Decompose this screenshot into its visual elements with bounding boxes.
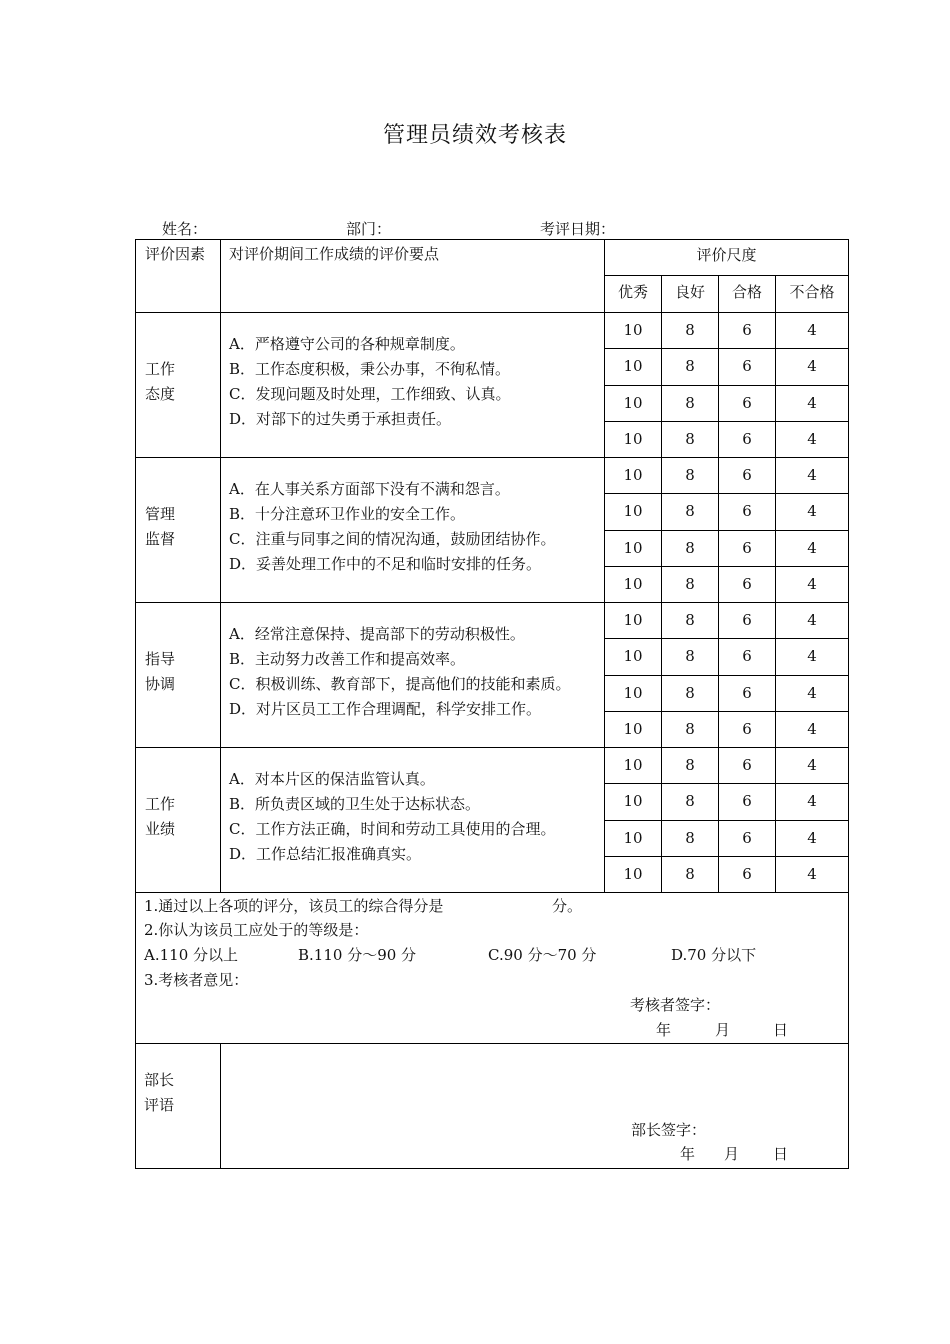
summary-score-line: 1.通过以上各项的评分，该员工的综合得分是 (144, 897, 444, 915)
section-criterion: B．工作态度积极，秉公办事，不徇私情。 (229, 359, 511, 378)
minister-label-line1: 部长 (144, 1071, 175, 1089)
score-cell: 10 (623, 683, 643, 702)
reviewer-date-month: 月 (715, 1021, 731, 1039)
score-cell: 6 (742, 611, 752, 629)
score-cell: 10 (623, 756, 643, 774)
score-cell: 4 (807, 683, 817, 702)
score-cell: 6 (742, 393, 752, 412)
score-cell: 6 (742, 357, 752, 376)
score-cell: 8 (685, 756, 695, 774)
score-cell: 6 (742, 719, 752, 738)
score-cell: 6 (742, 502, 752, 521)
grade-option-a: A.110 分以上 (144, 946, 238, 964)
section-criterion: D．妥善处理工作中的不足和临时安排的任务。 (229, 554, 542, 573)
summary-grade-question: 2.你认为该员工应处于的等级是： (144, 921, 369, 939)
score-cell: 6 (742, 756, 752, 774)
score-cell: 8 (685, 466, 695, 484)
section-criterion: C．工作方法正确，时间和劳动工具使用的合理。 (229, 819, 556, 838)
grade-option-b: B.110 分～90 分 (298, 946, 417, 964)
name-label: 姓名： (162, 220, 208, 238)
header-points: 对评价期间工作成绩的评价要点 (229, 245, 440, 263)
score-cell: 6 (742, 466, 752, 484)
department-label: 部门： (346, 220, 392, 238)
section-criterion: B．十分注意环卫作业的安全工作。 (229, 504, 466, 523)
score-cell: 10 (623, 538, 643, 557)
score-cell: 10 (623, 321, 643, 339)
reviewer-signature-label: 考核者签字： (630, 996, 721, 1014)
reviewer-date-day: 日 (773, 1021, 789, 1039)
score-cell: 8 (685, 864, 695, 883)
score-cell: 8 (685, 792, 695, 811)
score-cell: 4 (807, 321, 817, 339)
section-criterion: B．主动努力改善工作和提高效率。 (229, 649, 466, 668)
section-criterion: A．对本片区的保洁监管认真。 (229, 769, 435, 788)
score-cell: 6 (742, 574, 752, 593)
score-cell: 10 (623, 429, 643, 448)
page-title: 管理员绩效考核表 (382, 123, 567, 148)
section-factor-label: 业绩 (145, 819, 176, 838)
score-cell: 6 (742, 538, 752, 557)
header-level-pass: 合格 (731, 283, 762, 301)
section-criterion: C．发现问题及时处理，工作细致、认真。 (229, 384, 511, 403)
score-cell: 6 (742, 828, 752, 847)
evaluation-date-label: 考评日期： (540, 220, 616, 238)
section-criterion: A．严格遵守公司的各种规章制度。 (229, 334, 465, 353)
score-cell: 10 (623, 647, 643, 666)
section-criterion: B．所负责区域的卫生处于达标状态。 (229, 794, 481, 813)
score-cell: 8 (685, 611, 695, 629)
score-cell: 8 (685, 719, 695, 738)
minister-label-line2: 评语 (144, 1096, 175, 1114)
section-factor-label: 态度 (145, 384, 176, 403)
score-cell: 10 (623, 611, 643, 629)
score-cell: 4 (807, 864, 817, 883)
summary-score-unit: 分。 (552, 897, 583, 915)
score-cell: 6 (742, 792, 752, 811)
score-cell: 4 (807, 611, 817, 629)
section-factor-label: 工作 (145, 359, 176, 378)
section-criterion: A．在人事关系方面部下没有不满和怨言。 (229, 479, 510, 498)
score-cell: 8 (685, 393, 695, 412)
score-cell: 4 (807, 538, 817, 557)
score-cell: 4 (807, 357, 817, 376)
minister-date-year: 年 (680, 1145, 696, 1163)
section-factor-label: 工作 (145, 794, 176, 813)
minister-date-day: 日 (773, 1145, 789, 1163)
section-factor-label: 管理 (145, 504, 176, 523)
score-cell: 4 (807, 647, 817, 666)
score-cell: 8 (685, 683, 695, 702)
header-scale-divider (604, 275, 848, 276)
section-divider (135, 892, 848, 893)
score-cell: 6 (742, 321, 752, 339)
minister-divider (135, 1043, 848, 1044)
score-cell: 6 (742, 429, 752, 448)
header-factor: 评价因素 (145, 245, 206, 263)
score-cell: 8 (685, 502, 695, 521)
header-scale: 评价尺度 (696, 246, 757, 264)
score-cell: 4 (807, 393, 817, 412)
score-cell: 10 (623, 574, 643, 593)
score-cell: 8 (685, 538, 695, 557)
score-cell: 4 (807, 719, 817, 738)
section-factor-label: 协调 (145, 674, 176, 693)
section-factor-label: 指导 (145, 649, 176, 668)
score-cell: 4 (807, 574, 817, 593)
score-cell: 6 (742, 683, 752, 702)
score-cell: 10 (623, 393, 643, 412)
score-cell: 6 (742, 647, 752, 666)
score-cell: 8 (685, 574, 695, 593)
reviewer-opinion-label: 3.考核者意见： (144, 971, 249, 989)
score-cell: 10 (623, 828, 643, 847)
grade-option-d: D.70 分以下 (671, 946, 757, 964)
score-cell: 6 (742, 864, 752, 883)
score-cell: 10 (623, 357, 643, 376)
section-criterion: D．对片区员工工作合理调配，科学安排工作。 (229, 699, 542, 718)
header-level-good: 良好 (674, 283, 705, 301)
header-level-excellent: 优秀 (617, 283, 648, 301)
section-factor-label: 监督 (145, 529, 176, 548)
score-cell: 10 (623, 466, 643, 484)
section-criterion: A．经常注意保持、提高部下的劳动积极性。 (229, 624, 525, 643)
minister-column-line (220, 1043, 221, 1168)
score-cell: 8 (685, 321, 695, 339)
minister-signature-label: 部长签字： (631, 1121, 707, 1139)
score-cell: 8 (685, 647, 695, 666)
score-cell: 4 (807, 466, 817, 484)
score-cell: 10 (623, 792, 643, 811)
reviewer-date-year: 年 (656, 1021, 672, 1039)
section-criterion: D．对部下的过失勇于承担责任。 (229, 409, 452, 428)
score-cell: 10 (623, 719, 643, 738)
score-cell: 10 (623, 864, 643, 883)
grade-option-c: C.90 分～70 分 (488, 946, 597, 964)
minister-date-month: 月 (724, 1145, 740, 1163)
score-cell: 8 (685, 357, 695, 376)
score-cell: 8 (685, 828, 695, 847)
score-cell: 8 (685, 429, 695, 448)
score-cell: 4 (807, 756, 817, 774)
header-level-fail: 不合格 (789, 283, 835, 301)
section-criterion: D．工作总结汇报准确真实。 (229, 844, 422, 863)
section-criterion: C．注重与同事之间的情况沟通，鼓励团结协作。 (229, 529, 556, 548)
factor-column-line (220, 239, 221, 892)
section-criterion: C．积极训练、教育部下，提高他们的技能和素质。 (229, 674, 571, 693)
score-cell: 4 (807, 792, 817, 811)
score-cell: 4 (807, 502, 817, 521)
score-cell: 10 (623, 502, 643, 521)
score-cell: 4 (807, 828, 817, 847)
score-cell: 4 (807, 429, 817, 448)
